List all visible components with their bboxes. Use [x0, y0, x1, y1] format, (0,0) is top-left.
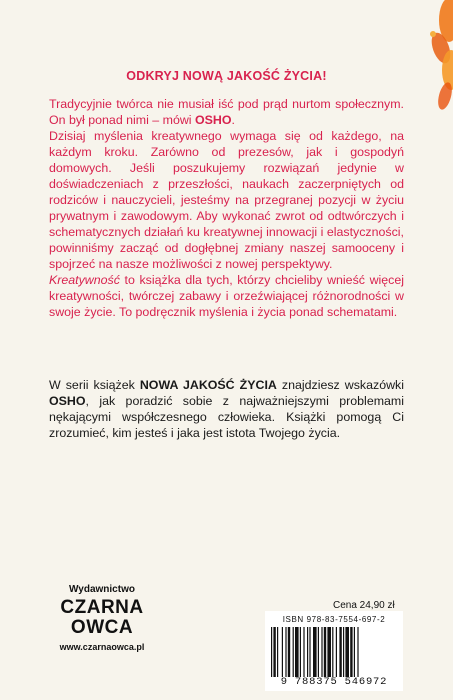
barcode-bar [354, 627, 355, 677]
body-paragraph: Dzisiaj myślenia kreatywnego wymaga się od każdego, na każdym kroku. Zarówno od prezesów, jak i gospodyń domowych. Jeśli poszukujemy rozwiązań jedynie w doświadczeniach z przeszłości, naukach zaczerpniętych od rodziców i nauczycieli, jesteśmy na przegranej pozycji w życiu prywatnym i zawodowym. Aby wykonać zwrot od odtwórczych i schematycznych działań ku kreatywnej innowacji i elastyczności, powinniśmy zacząć od dogłębnej zmiany naszej samooceny i spojrzeć na nasze możliwości z nowej perspektywy. [49, 129, 404, 271]
barcode-bar [293, 627, 294, 677]
barcode-bar [307, 627, 308, 677]
barcode-bar [332, 627, 333, 677]
barcode-bar [318, 627, 319, 677]
publisher-name [47, 598, 157, 638]
barcode-bar [295, 627, 299, 677]
book-description: to książka dla tych, którzy chcieliby wnieść więcej kreatywności, twórczej zabawy i orzeźwiającej różnorodności w swoje życie. To podręcznik myślenia i życia ponad schematami. [49, 273, 404, 319]
barcode-bar [327, 627, 331, 677]
barcode-bar [350, 627, 352, 677]
barcode-bar [273, 627, 275, 677]
book-title: Kreatywność [49, 273, 120, 287]
barcode-bar [282, 627, 283, 677]
barcode-bar [300, 627, 301, 677]
barcode-bar [285, 627, 286, 677]
barcode-bar [336, 627, 337, 677]
book-paragraph [49, 272, 404, 320]
publisher-name-line2: OWCA [70, 617, 134, 638]
barcode-bar [271, 627, 272, 677]
flower-petals-decoration [411, 0, 453, 120]
barcode-digits: 9 788375 546972 [280, 676, 388, 688]
barcode-bar [277, 627, 278, 677]
barcode-area [265, 611, 403, 691]
barcode-bar [339, 627, 341, 677]
publisher-url: www.czarnaowca.pl [59, 642, 145, 652]
series-text-e: , jak poradzić sobie z najważniejszymi problemami nękającymi współczesnego człowieka. Książki pomogą Ci zrozumieć, kim jesteś i jaka jest istota Twojego życia. [49, 394, 404, 440]
publisher-name-line1: CZARNA [60, 597, 144, 618]
headline: ODKRYJ NOWĄ JAKOŚĆ ŻYCIA! [126, 69, 327, 83]
series-paragraph [49, 377, 404, 441]
barcode-bar [288, 627, 290, 677]
description-block [49, 96, 404, 320]
barcode-bar [321, 627, 322, 677]
barcode [271, 627, 397, 677]
series-name: NOWA JAKOŚĆ ŻYCIA [139, 378, 277, 392]
series-text-a: W serii książek [49, 378, 140, 392]
publisher-label: Wydawnictwo [69, 584, 135, 595]
intro-paragraph [49, 96, 404, 128]
author-name: OSHO [195, 113, 232, 127]
intro-end: . [231, 113, 235, 127]
barcode-bar [343, 627, 344, 677]
publisher-logo [47, 584, 157, 652]
intro-text: Tradycyjnie twórca nie musiał iść pod prąd nurtom społecznym. On był ponad nimi – mówi [49, 97, 404, 127]
barcode-bar [324, 627, 326, 677]
barcode-bar [313, 627, 317, 677]
barcode-bar [303, 627, 304, 677]
price: Cena 24,90 zł [333, 600, 395, 611]
barcode-bar [345, 627, 349, 677]
series-author: OSHO [49, 394, 86, 408]
barcode-bar [357, 627, 358, 677]
isbn: ISBN 978-83-7554-697-2 [282, 615, 386, 624]
series-text-c: znajdziesz wskazówki [276, 378, 404, 392]
series-block [49, 377, 404, 441]
barcode-bar [309, 627, 310, 677]
